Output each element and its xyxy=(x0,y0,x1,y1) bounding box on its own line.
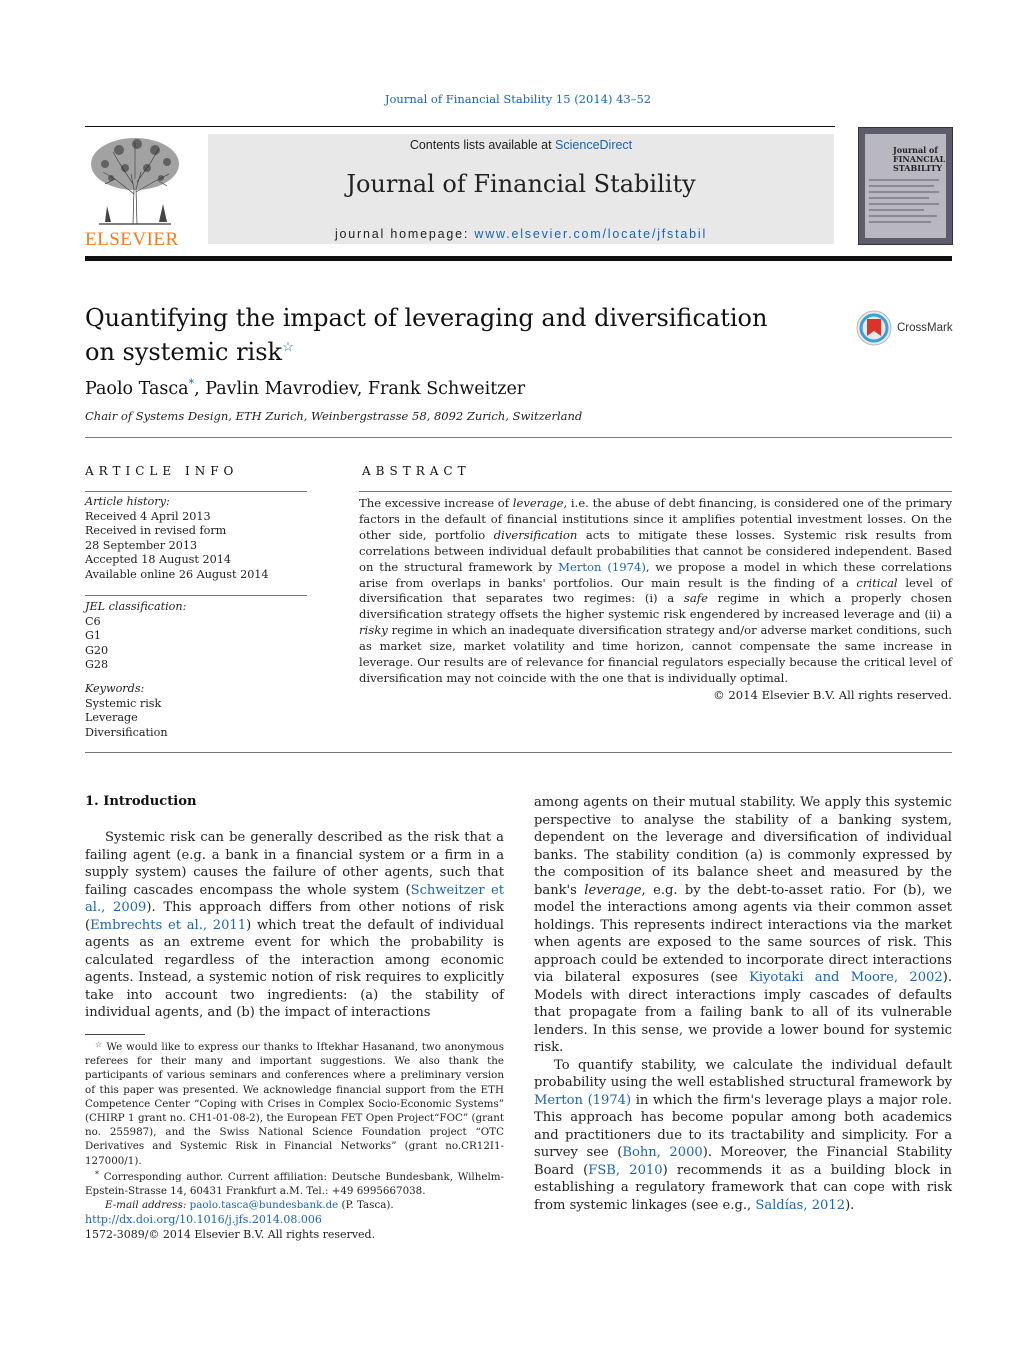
contents-line xyxy=(208,138,834,152)
abstract-paragraph xyxy=(359,496,952,687)
email-link[interactable]: paolo.tasca@bundesbank.de xyxy=(189,1199,339,1212)
citation-link[interactable]: FSB, 2010 xyxy=(588,1162,663,1178)
abstract-rule xyxy=(359,491,952,492)
keyword: Leverage xyxy=(85,711,138,724)
title-footnote-mark[interactable]: ☆ xyxy=(282,340,294,355)
footnote-text: (P. Tasca). xyxy=(338,1199,394,1212)
citation-link[interactable]: Bohn, 2000 xyxy=(622,1145,703,1160)
history-rule xyxy=(85,595,307,596)
body-column-right xyxy=(534,794,952,1214)
body-text: ). Models with direct interactions imply cascades of defaults that propagate from a failing bank to all of its vulnerable lenders. In this sense, we provide a lower bound for systemic risk. xyxy=(534,970,952,1055)
abstract-body xyxy=(359,496,952,704)
body-text: ). This approach differs from other notions of risk ( xyxy=(85,900,504,933)
keywords-label: Keywords: xyxy=(85,682,145,695)
body-text: ). Moreover, the Financial Stability Board ( xyxy=(534,1145,952,1178)
journal-banner xyxy=(208,134,834,244)
issn-copyright: 1572-3089/© 2014 Elsevier B.V. All rights reserved. xyxy=(85,1228,376,1241)
abstract-text: , i.e. the abuse of debt financing, is considered one of the primary factors in the default of financial institutions since it amplifies potential investment losses. On the other side, portfolio xyxy=(359,496,952,542)
abstract-emphasis: safe xyxy=(683,591,708,606)
cover-title: Journal of FINANCIAL STABILITY xyxy=(893,145,946,173)
jel-code: C6 xyxy=(85,614,101,628)
citation-link[interactable]: Embrechts et al., 2011 xyxy=(90,917,247,933)
section-heading-introduction: 1. Introduction xyxy=(85,794,197,809)
homepage-prefix: journal homepage: xyxy=(334,227,475,241)
citation-link[interactable]: Kiyotaki and Moore, 2002 xyxy=(749,970,943,985)
author-1: Paolo Tasca xyxy=(85,378,189,399)
history-label: Article history: xyxy=(85,495,170,508)
email-label: E-mail address: xyxy=(105,1199,190,1212)
abstract-heading: ABSTRACT xyxy=(362,464,471,478)
homepage-link[interactable]: www.elsevier.com/locate/jfstabil xyxy=(474,227,708,241)
article-info-heading: ARTICLE INFO xyxy=(85,464,239,478)
body-paragraph xyxy=(534,794,952,1057)
rule-under-affiliation xyxy=(85,437,952,438)
footnote-rule xyxy=(85,1034,145,1035)
citation-link[interactable]: Merton (1974) xyxy=(534,1092,632,1108)
abstract-emphasis: critical xyxy=(856,575,898,590)
abstract-text: level of diversification that separates two regimes: (i) a xyxy=(359,575,952,606)
history-item: 28 September 2013 xyxy=(85,538,198,552)
body-text: ) which treat the default of individual agents as an extreme event for which the probability is calculated regardless of the interaction among economic agents. Instead, a systemic notion of risk requires to explicitly take into account two ingredients: (a) the stability of individual agents, and (b) the impact of interactions xyxy=(85,917,504,1020)
body-text: ) recommends it as a building block in establishing a regulatory framework that can cope with risk from systemic linkages (see e.g., xyxy=(534,1162,952,1213)
abstract-text: The excessive increase of xyxy=(359,496,513,510)
other-authors: , Pavlin Mavrodiev, Frank Schweitzer xyxy=(194,378,526,399)
email-footnote xyxy=(85,1198,504,1212)
body-text: To quantify stability, we calculate the individual default probability using the well established structural framework by xyxy=(534,1057,952,1090)
keyword: Diversification xyxy=(85,725,168,739)
jel-label: JEL classification: xyxy=(85,600,187,613)
sciencedirect-link[interactable]: ScienceDirect xyxy=(555,138,633,152)
body-column-left xyxy=(85,829,504,1022)
abstract-text: , we propose a model in which these correlations arise from overlaps in banks' portfolios. Our main result is the finding of a xyxy=(359,559,952,590)
running-head[interactable]: Journal of Financial Stability 15 (2014) 43–52 xyxy=(384,92,652,106)
header-thick-rule xyxy=(85,256,952,261)
top-rule xyxy=(85,126,835,127)
footnotes xyxy=(85,1038,504,1212)
footnote-text: Corresponding author. Current affiliation: Deutsche Bundesbank, Wilhelm-Epstein-Strasse 14, 60431 Frankfurt a.M. Tel.: +49 6995667038. xyxy=(85,1170,504,1198)
corresponding-author-mark[interactable]: * xyxy=(188,377,195,390)
keywords xyxy=(85,682,168,740)
body-text: , e.g. by the debt-to-asset ratio. For (b), we model the interactions among agents via their common asset holdings. This represents indirect interactions via the market when agents are exposed to the same sources of risk. This approach could be extended to incorporate direct interactions via bilateral exposures (see xyxy=(534,882,953,985)
history-item: Received 4 April 2013 xyxy=(85,509,211,523)
history-item: Available online 26 August 2014 xyxy=(85,567,269,581)
footnote-mark: ☆ xyxy=(95,1040,103,1049)
abstract-emphasis: diversification xyxy=(493,527,578,542)
rule-under-abstract xyxy=(85,752,952,753)
author-list xyxy=(85,377,525,399)
jel-classification xyxy=(85,600,186,673)
body-text: ). xyxy=(845,1197,855,1213)
body-text: Systemic risk can be generally described as the risk that a failing agent (e.g. a bank in a financial system or a firm in a supply system) causes the failure of other agents, such that failing cascades encompass the whole system ( xyxy=(85,830,504,898)
history-item: Received in revised form xyxy=(85,524,227,537)
abstract-copyright: © 2014 Elsevier B.V. All rights reserved. xyxy=(713,687,952,702)
article-info-rule xyxy=(85,491,307,492)
corresponding-author-footnote xyxy=(85,1168,504,1198)
contents-prefix: Contents lists available at xyxy=(409,138,556,152)
jel-code: G20 xyxy=(85,643,109,657)
abstract-text: regime in which an inadequate diversification strategy and/or adverse market conditions, such as market size, market volatility and time horizon, cannot compensate the same increase in leverage. Our results are of relevance for financial regulators especially because the critical level of diversification may not coincide with the one that is individually optimal. xyxy=(359,623,952,685)
abstract-emphasis: risky xyxy=(359,623,388,638)
body-text: in which the firm's leverage plays a major role. This approach has become popular among both academics and practitioners due to its tractability and simplicity. For a survey see ( xyxy=(534,1092,952,1160)
body-text: among agents on their mutual stability. We apply this systemic perspective to analyse the stability of a banking system, dependent on the leverage and diversification of individual banks. The stability condition (a) is commonly expressed by the composition of its balance sheet and measured by the bank's xyxy=(534,795,952,898)
abstract-emphasis: leverage xyxy=(512,496,564,510)
footnote-mark: * xyxy=(95,1169,99,1179)
citation-link[interactable]: Schweitzer et al., 2009 xyxy=(85,882,504,915)
journal-cover-thumbnail[interactable] xyxy=(858,127,953,245)
cover-panel xyxy=(865,134,946,238)
elsevier-wordmark: ELSEVIER xyxy=(85,229,179,250)
crossmark-label[interactable]: CrossMark xyxy=(897,322,953,334)
abstract-text: regime in which a properly chosen diversification strategy offsets the higher systemic risk engendered by increased leverage and (ii) a xyxy=(359,591,952,622)
doi-link[interactable]: http://dx.doi.org/10.1016/j.jfs.2014.08.006 xyxy=(85,1213,322,1226)
journal-name: Journal of Financial Stability xyxy=(346,170,696,198)
affiliation: Chair of Systems Design, ETH Zurich, Weinbergstrasse 58, 8092 Zurich, Switzerland xyxy=(85,409,583,423)
cover-text-lines xyxy=(869,176,942,234)
footnote-text: We would like to express our thanks to Iftekhar Hasanand, two anonymous referees for their many and important suggestions. We also thank the participants of various seminars and conferences where a preliminary version of this paper was presented. We acknowledge financial support from the ETH Competence Center “Coping with Crises in Complex Socio-Economic Systems” (CHIRP 1 grant no. CH1-01-08-2), the European FET Open Project“FOC” (grant no. 255987), and the Swiss National Science Foundation project “OTC Derivatives and Systemic Risk in Financial Networks” (grant no.CR12I1-127000/1). xyxy=(85,1041,505,1167)
body-emphasis: leverage xyxy=(584,882,642,898)
history-item: Accepted 18 August 2014 xyxy=(85,553,231,566)
citation-link[interactable]: Merton (1974) xyxy=(558,559,646,574)
homepage-line xyxy=(208,227,834,241)
article-history xyxy=(85,495,269,582)
body-paragraph xyxy=(85,829,504,1022)
citation-link[interactable]: Saldías, 2012 xyxy=(755,1197,846,1213)
keyword: Systemic risk xyxy=(85,696,162,710)
jel-code: G1 xyxy=(85,629,102,642)
title-text: Quantifying the impact of leveraging and diversification on systemic risk xyxy=(85,304,768,366)
article-title xyxy=(85,303,785,367)
acknowledgement-footnote xyxy=(85,1038,504,1168)
jel-code: G28 xyxy=(85,658,109,671)
body-paragraph xyxy=(534,1057,952,1215)
abstract-text: acts to mitigate these losses. Systemic risk results from correlations between individual default probabilities that cannot be considered independent. Based on the structural framework by xyxy=(359,527,952,574)
